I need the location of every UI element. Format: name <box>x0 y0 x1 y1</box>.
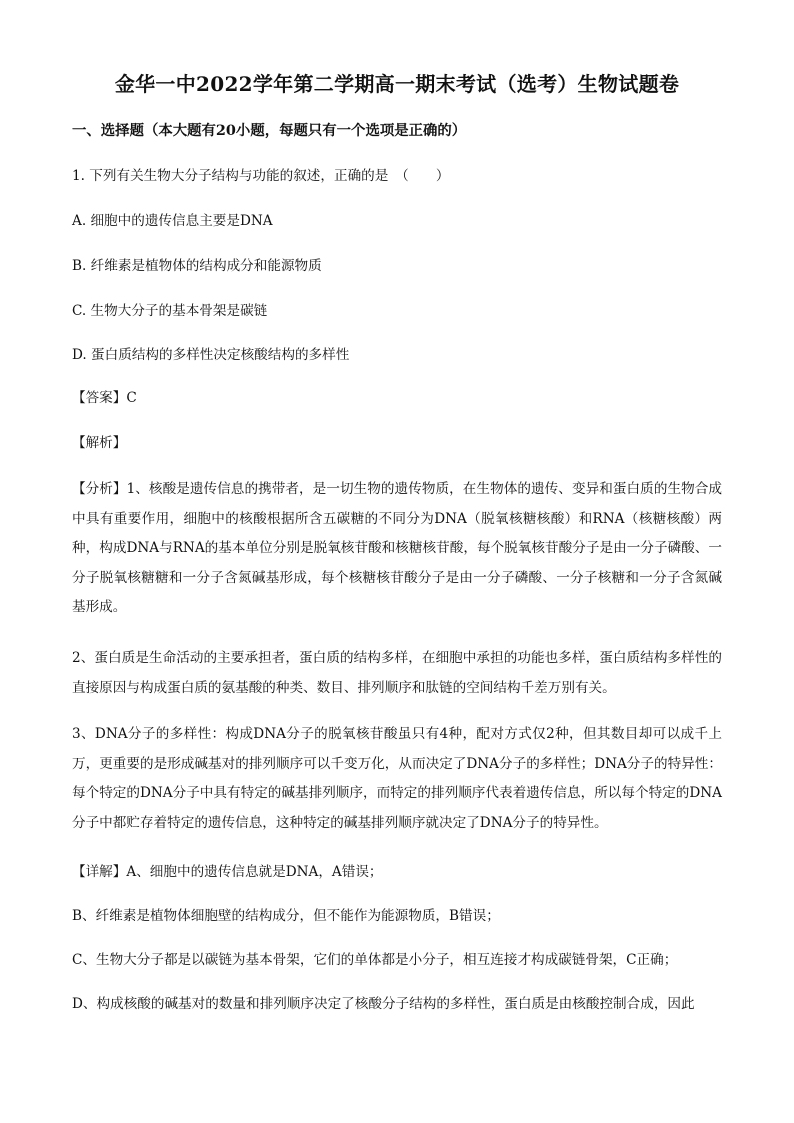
option-d: D. 蛋白质结构的多样性决定核酸结构的多样性 <box>72 347 350 363</box>
analysis-paragraph-2: 2、蛋白质是生命活动的主要承担者，蛋白质的结构多样，在细胞中承担的功能也多样，蛋白质结构多样性的直接原因与构成蛋白质的氨基酸的种类、数目、排列顺序和肽链的空间结构千差万别有关。 <box>72 650 722 696</box>
exam-title: 金华一中2022学年第二学期高一期末考试（选考）生物试题卷 <box>114 72 680 96</box>
option-a: A. 细胞中的遗传信息主要是DNA <box>72 213 273 229</box>
analysis-paragraph-1: 【分析】1、核酸是遗传信息的携带者，是一切生物的遗传物质，在生物体的遗传、变异和蛋白质的生物合成中具有重要作用，细胞中的核酸根据所含五碳糖的不同分为DNA（脱氧核糖核酸）和RNA（核糖核酸）两种，构成DNA与RNA的基本单位分别是脱氧核苷酸和核糖核苷酸，每个脱氧核苷酸分子是由一分子磷酸、一分子脱氧核糖糖和一分子含氮碱基形成，每个核糖核苷酸分子是由一分子磷酸、一分子核糖和一分子含氮碱基形成。 <box>72 481 722 615</box>
analysis-heading: 【解析】 <box>72 435 127 451</box>
answer-line: 【答案】C <box>72 390 137 406</box>
question-stem: 1. 下列有关生物大分子结构与功能的叙述，正确的是 （ ） <box>72 168 450 184</box>
section-heading: 一、选择题（本大题有20小题，每题只有一个选项是正确的） <box>72 122 467 139</box>
analysis-paragraph-3: 3、DNA分子的多样性：构成DNA分子的脱氧核苷酸虽只有4种，配对方式仅2种，但其数目却可以成千上万，更重要的是形成碱基对的排列顺序可以千变万化，从而决定了DNA分子的多样性；DNA分子的特异性：每个特定的DNA分子中具有特定的碱基排列顺序，而特定的排列顺序代表着遗传信息，所以每个特定的DNA分子中都贮存着特定的遗传信息，这种特定的碱基排列顺序就决定了DNA分子的特异性。 <box>72 726 722 831</box>
detail-line-d: D、构成核酸的碱基对的数量和排列顺序决定了核酸分子结构的多样性，蛋白质是由核酸控制合成，因此 <box>72 996 695 1012</box>
detail-line-c: C、生物大分子都是以碳链为基本骨架，它们的单体都是小分子，相互连接才构成碳链骨架，C正确； <box>72 952 678 968</box>
option-b: B. 纤维素是植物体的结构成分和能源物质 <box>72 258 322 274</box>
detail-line-b: B、纤维素是植物体细胞壁的结构成分，但不能作为能源物质，B错误； <box>72 908 500 924</box>
detail-line-a: 【详解】A、细胞中的遗传信息就是DNA，A错误； <box>72 864 383 880</box>
option-c: C. 生物大分子的基本骨架是碳链 <box>72 303 268 319</box>
